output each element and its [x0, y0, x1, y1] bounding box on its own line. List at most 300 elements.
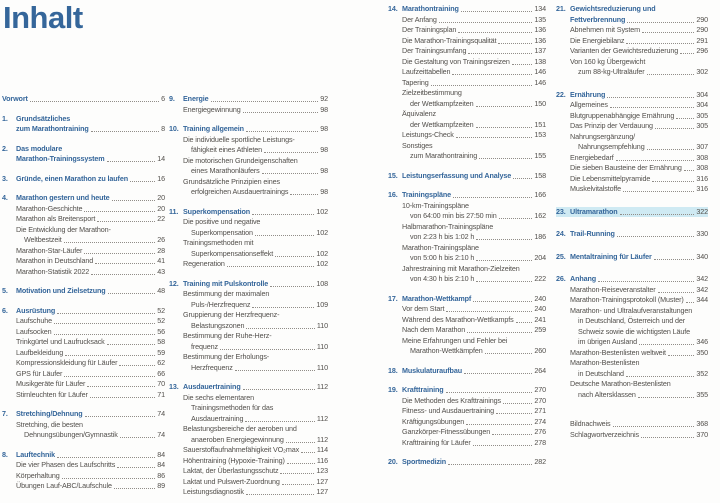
entry-lines: [402, 171, 546, 182]
entry-text: Grundsätzliche Prinzipien eines: [183, 176, 280, 186]
entry-line: [183, 456, 328, 467]
toc-entry[interactable]: [556, 36, 708, 47]
dot-leader: [461, 11, 533, 12]
toc-entry[interactable]: [556, 184, 708, 195]
toc-entry[interactable]: [2, 327, 165, 338]
page-title: Inhalt: [3, 0, 83, 35]
toc-entry[interactable]: [169, 156, 328, 177]
entry-lines: [2, 316, 165, 327]
entry-lines: [169, 177, 328, 198]
entry-text: Äquivalenz: [402, 109, 436, 118]
entry-text: Jahrestraining mit Marathon-Zielzeiten: [402, 263, 520, 273]
dot-leader: [252, 214, 314, 215]
dot-leader: [54, 323, 155, 324]
entry-lines: [388, 78, 546, 89]
toc-entry[interactable]: [2, 337, 165, 348]
entry-line: [16, 286, 165, 297]
toc-entry[interactable]: [388, 57, 546, 68]
entry-line: [402, 264, 546, 275]
toc-entry[interactable]: [2, 144, 165, 165]
entry-lines: [388, 15, 546, 26]
dot-leader: [468, 53, 532, 54]
entry-text: Schlagwortverzeichnis: [570, 429, 639, 439]
dot-leader: [492, 434, 532, 435]
toc-entry[interactable]: [169, 207, 328, 218]
toc-block: [169, 94, 328, 115]
entry-text: Motivation und Zielsetzung: [16, 286, 106, 295]
entry-line: [570, 25, 708, 36]
toc-entry[interactable]: [388, 396, 546, 407]
toc-entry[interactable]: [169, 352, 328, 373]
page-number: 112: [316, 382, 328, 391]
toc-entry[interactable]: [556, 111, 708, 122]
toc-entry[interactable]: [2, 316, 165, 327]
dot-leader: [473, 445, 533, 446]
toc-entry[interactable]: [169, 105, 328, 116]
dot-leader: [617, 236, 695, 237]
entry-text: Der Trainingsumfang: [402, 46, 467, 55]
toc-entry[interactable]: [2, 306, 165, 317]
page-number: 276: [534, 427, 546, 436]
toc-entry[interactable]: [388, 325, 546, 336]
dot-leader: [453, 197, 532, 198]
entry-line: [402, 304, 546, 315]
entry-lines: [556, 46, 708, 57]
entry-line: [16, 267, 165, 278]
entry-lines: [2, 337, 165, 348]
toc-entry[interactable]: [388, 304, 546, 315]
toc-entry[interactable]: [556, 379, 708, 400]
toc-entry[interactable]: [388, 406, 546, 417]
toc-entry[interactable]: [556, 121, 708, 132]
entry-text: Marathon-Trainingssystem: [16, 154, 105, 163]
entry-text: Während des Marathon-Wettkampfs: [402, 314, 514, 324]
toc-entry[interactable]: [2, 114, 165, 135]
page-number: 158: [534, 170, 546, 180]
toc-entry[interactable]: [388, 25, 546, 36]
toc-block: [2, 306, 165, 401]
page-number: 204: [534, 253, 546, 262]
toc-entry[interactable]: [169, 135, 328, 156]
toc-entry[interactable]: [2, 379, 165, 390]
entry-text: Das Prinzip der Verdauung: [570, 121, 653, 130]
toc-entry[interactable]: [2, 450, 165, 461]
page-number: 368: [696, 419, 708, 428]
page-number: 270: [534, 395, 546, 405]
entry-text: Halbmarathon-Trainingspläne: [402, 221, 494, 231]
entry-lines: [556, 111, 708, 122]
toc-block: [388, 294, 546, 357]
toc-column-2: [169, 94, 328, 503]
page-number: 282: [534, 457, 546, 466]
chapter-number: 7.: [2, 409, 8, 418]
entry-text: im übrigen Ausland: [578, 337, 637, 346]
page-number: 70: [157, 379, 165, 388]
entry-text: Das modulare: [16, 143, 63, 153]
toc-block: [169, 124, 328, 198]
toc-entry[interactable]: [556, 229, 708, 240]
toc-entry[interactable]: [169, 259, 328, 270]
entry-line: [16, 174, 165, 185]
entry-lines: [388, 438, 546, 449]
entry-line: [402, 78, 546, 89]
toc-block: [556, 90, 708, 195]
toc-entry[interactable]: [556, 207, 708, 218]
page-number: 134: [534, 4, 546, 13]
entry-lines: [169, 105, 328, 116]
toc-entry[interactable]: [2, 286, 165, 297]
toc-entry[interactable]: [169, 217, 328, 238]
entry-text: Trainingsmethoden mit: [183, 238, 254, 247]
entry-text: Die Lebensmittelpyramide: [570, 173, 651, 183]
toc-entry[interactable]: [2, 225, 165, 246]
entry-lines: [169, 477, 328, 488]
page-number: 136: [534, 35, 546, 45]
toc-entry[interactable]: [2, 256, 165, 267]
chapter-number: 10.: [169, 124, 179, 133]
dot-leader: [686, 302, 695, 303]
toc-entry[interactable]: [388, 36, 546, 47]
toc-entry[interactable]: [388, 78, 546, 89]
entry-lines: [570, 274, 708, 285]
page-number: 346: [696, 337, 708, 346]
toc-entry[interactable]: [556, 295, 708, 306]
dot-leader: [466, 424, 532, 425]
page-number: 102: [316, 206, 328, 216]
entry-text: Die Marathon-Trainingsqualität: [402, 35, 497, 45]
entry-line: [402, 88, 546, 99]
entry-line: [183, 342, 328, 353]
page-number: 344: [696, 295, 708, 304]
entry-text: Marathon-Reiseveranstalter: [570, 284, 656, 294]
dot-leader: [658, 292, 695, 293]
entry-text: Marathon-Star-Läufer: [16, 245, 83, 255]
entry-text: Die Gestaltung von Trainingsreizen: [402, 56, 510, 66]
entry-lines: [169, 259, 328, 270]
entry-lines: [16, 114, 165, 135]
toc-entry[interactable]: [2, 420, 165, 441]
toc-entry[interactable]: [388, 385, 546, 396]
dot-leader: [607, 97, 694, 98]
entry-lines: [388, 57, 546, 68]
entry-line: [402, 57, 546, 68]
entry-text: Ultramarathon: [570, 206, 618, 216]
entry-lines: [388, 417, 546, 428]
dot-leader: [280, 473, 314, 474]
toc-entry[interactable]: [2, 174, 165, 185]
toc-entry[interactable]: [2, 193, 165, 204]
toc-entry[interactable]: [556, 100, 708, 111]
entry-text: Fitness- und Ausdauertraining: [402, 406, 495, 415]
toc-entry[interactable]: [388, 201, 546, 222]
entry-lines: [16, 193, 165, 204]
toc-entry[interactable]: [2, 460, 165, 471]
dot-leader: [57, 457, 155, 458]
toc-entry[interactable]: [2, 409, 165, 420]
entry-text: Gruppierung der Herzfrequenz-: [183, 310, 280, 319]
entry-lines: [388, 141, 546, 162]
toc-entry[interactable]: [388, 4, 546, 15]
toc-entry[interactable]: [169, 279, 328, 290]
page-number: 296: [696, 46, 708, 55]
entry-lines: [2, 390, 165, 401]
toc-entry[interactable]: [2, 481, 165, 492]
entry-lines: [2, 358, 165, 369]
chapter-number: 16.: [388, 190, 398, 199]
entry-text: Marathon-Trainingsprotokoll (Muster): [570, 295, 684, 304]
entry-line: [16, 144, 165, 155]
toc-entry[interactable]: [388, 264, 546, 285]
toc-entry[interactable]: [556, 358, 708, 379]
entry-line: [402, 243, 546, 254]
toc-entry[interactable]: [556, 306, 708, 348]
entry-line: [183, 487, 328, 498]
entry-line: [183, 187, 328, 198]
toc-entry[interactable]: [556, 132, 708, 153]
entry-line: [402, 232, 546, 243]
entry-text: Trinkgürtel und Laufrucksack: [16, 337, 105, 346]
dot-leader: [654, 259, 695, 260]
dot-leader: [642, 32, 694, 33]
entry-lines: [402, 4, 546, 15]
entry-line: [183, 300, 328, 311]
entry-line: [570, 430, 708, 441]
entry-text: Energie: [183, 94, 209, 103]
entry-text: Die Energiebilanz: [570, 35, 625, 45]
entry-text: Marathon- und Ultralaufveranstaltungen: [570, 305, 693, 315]
page-number: 127: [316, 476, 328, 486]
entry-text: Marathon-Statistik 2022: [16, 266, 90, 276]
entry-lines: [2, 420, 165, 441]
toc-entry[interactable]: [388, 190, 546, 201]
entry-text: Tapering: [402, 77, 429, 87]
toc-entry[interactable]: [169, 289, 328, 310]
toc-entry[interactable]: [388, 457, 546, 468]
toc-entry[interactable]: [388, 141, 546, 162]
dot-leader: [626, 376, 694, 377]
toc-entry[interactable]: [388, 417, 546, 428]
entry-line: [402, 325, 546, 336]
entry-text: Von 160 kg Übergewicht: [570, 56, 646, 66]
entry-line: [570, 295, 708, 306]
toc-entry[interactable]: [169, 424, 328, 445]
entry-text: Laufzeittabellen: [402, 67, 451, 76]
toc-entry[interactable]: [169, 456, 328, 467]
entry-line: [183, 352, 328, 363]
toc-entry[interactable]: [388, 88, 546, 109]
page-number: 14: [157, 154, 165, 163]
entry-line: [16, 225, 165, 236]
dot-leader: [638, 397, 695, 398]
toc-entry[interactable]: [556, 4, 708, 25]
entry-lines: [16, 144, 165, 165]
entry-text: zum Marathontraining: [410, 151, 478, 160]
page-number: 48: [157, 286, 165, 295]
toc-entry[interactable]: [2, 471, 165, 482]
toc-entry[interactable]: [169, 331, 328, 352]
entry-text: Marathon als Breitensport: [16, 214, 96, 223]
toc-entry[interactable]: [169, 393, 328, 425]
toc-entry[interactable]: [169, 238, 328, 259]
toc-entry[interactable]: [388, 67, 546, 78]
entry-line: [570, 46, 708, 57]
entry-line: [16, 193, 165, 204]
toc-entry[interactable]: [388, 294, 546, 305]
dot-leader: [282, 484, 315, 485]
dot-leader: [246, 494, 315, 495]
toc-entry[interactable]: [556, 348, 708, 359]
toc-entry[interactable]: [556, 153, 708, 164]
entry-line: [183, 145, 328, 156]
toc-entry[interactable]: [388, 427, 546, 438]
toc-entry[interactable]: [169, 310, 328, 331]
entry-line: [16, 450, 165, 461]
toc-entry[interactable]: [169, 466, 328, 477]
entry-text: Stirnleuchten für Läufer: [16, 389, 88, 399]
page-number: 74: [157, 409, 165, 418]
toc-entry[interactable]: [388, 243, 546, 264]
toc-entry[interactable]: [388, 366, 546, 377]
toc-entry[interactable]: [556, 419, 708, 430]
entry-line: [402, 294, 546, 305]
page-number: 110: [316, 362, 328, 372]
dot-leader: [647, 149, 695, 150]
toc-entry[interactable]: [169, 94, 328, 105]
toc-entry[interactable]: [388, 222, 546, 243]
page-number: 307: [696, 142, 708, 151]
toc-entry[interactable]: [169, 445, 328, 456]
page-number: 150: [534, 98, 546, 108]
dot-leader: [458, 32, 532, 33]
entry-line: [402, 385, 546, 396]
entry-lines: [556, 100, 708, 111]
entry-text: Grundsätzliches: [16, 113, 71, 123]
page-number: 322: [696, 206, 708, 216]
chapter-number: 17.: [388, 293, 398, 303]
toc-block: [556, 229, 708, 240]
entry-line: [183, 249, 328, 260]
toc-entry[interactable]: [2, 214, 165, 225]
toc-entry[interactable]: [556, 274, 708, 285]
toc-entry[interactable]: [2, 369, 165, 380]
toc-entry[interactable]: [169, 382, 328, 393]
entry-lines: [556, 153, 708, 164]
toc-block: [2, 144, 165, 165]
entry-text: Abnehmen mit System: [570, 25, 641, 34]
entry-lines: [402, 457, 546, 468]
page-number: 259: [534, 325, 546, 334]
page-number: 116: [316, 455, 328, 465]
entry-text: Die Entwicklung der Marathon-: [16, 224, 111, 234]
entry-line: [16, 348, 165, 359]
page-number: 102: [316, 259, 328, 268]
entry-lines: [16, 409, 165, 420]
entry-lines: [183, 124, 328, 135]
toc-entry[interactable]: [388, 130, 546, 141]
entry-text: Superkompensation: [191, 227, 253, 237]
entry-line: [16, 369, 165, 380]
toc-entry[interactable]: [2, 246, 165, 257]
dot-leader: [516, 322, 533, 323]
toc-entry[interactable]: [556, 252, 708, 263]
entry-lines: [169, 289, 328, 310]
entry-lines: [2, 327, 165, 338]
toc-column-3: [388, 4, 546, 477]
page-number: 98: [320, 187, 328, 196]
toc-entry[interactable]: [556, 25, 708, 36]
toc-entry[interactable]: [169, 477, 328, 488]
entry-text: Sonstiges: [402, 140, 433, 150]
entry-line: [402, 222, 546, 233]
dot-leader: [496, 413, 532, 414]
toc-entry[interactable]: [556, 430, 708, 441]
dot-leader: [85, 416, 156, 417]
entry-text: Training allgemein: [183, 124, 244, 133]
toc-entry[interactable]: [556, 57, 708, 78]
entry-line: [402, 46, 546, 57]
page-number: 98: [320, 166, 328, 175]
toc-entry[interactable]: [169, 177, 328, 198]
toc-entry[interactable]: [556, 174, 708, 185]
toc-entry[interactable]: [2, 348, 165, 359]
page-number: 84: [157, 449, 165, 459]
toc-entry[interactable]: [169, 124, 328, 135]
toc-entry[interactable]: [2, 358, 165, 369]
entry-line: [402, 201, 546, 212]
entry-text: Trainingsmethoden für das: [191, 403, 274, 412]
entry-line: [183, 135, 328, 146]
dot-leader: [87, 386, 155, 387]
toc-entry[interactable]: [388, 15, 546, 26]
toc-entry[interactable]: [2, 267, 165, 278]
toc-entry[interactable]: [2, 204, 165, 215]
toc-entry[interactable]: [388, 315, 546, 326]
entry-text: Puls-/Herzfrequenz: [191, 299, 251, 309]
toc-entry[interactable]: [556, 90, 708, 101]
page-number: 355: [696, 389, 708, 399]
toc-entry[interactable]: [388, 171, 546, 182]
toc-entry[interactable]: [388, 109, 546, 130]
toc-entry[interactable]: [388, 438, 546, 449]
entry-text: Lauftechnik: [16, 449, 56, 459]
dot-leader: [108, 293, 156, 294]
entry-line: [570, 36, 708, 47]
entry-text: Marathon-Wettkämpfen: [410, 346, 483, 355]
entry-text: Training mit Pulskontrolle: [183, 278, 269, 288]
entry-line: [183, 331, 328, 342]
entry-line: [570, 348, 708, 359]
toc-entry[interactable]: [2, 94, 165, 105]
entry-text: von 5:00 h bis 2:10 h: [410, 253, 475, 262]
toc-entry[interactable]: [169, 487, 328, 498]
page-number: 342: [696, 274, 708, 283]
page-number: 316: [696, 184, 708, 193]
entry-line: [570, 153, 708, 164]
entry-text: Sportmedizin: [402, 457, 447, 466]
toc-entry[interactable]: [556, 46, 708, 57]
toc-entry[interactable]: [556, 285, 708, 296]
toc-entry[interactable]: [2, 390, 165, 401]
dot-leader: [91, 131, 159, 132]
entry-text: Ausdauertraining: [191, 413, 244, 423]
toc-entry[interactable]: [556, 163, 708, 174]
toc-entry[interactable]: [388, 336, 546, 357]
entry-lines: [402, 366, 546, 377]
toc-entry[interactable]: [388, 46, 546, 57]
page-number: 291: [696, 35, 708, 45]
entry-text: Höhentraining (Hypoxie-Training): [183, 455, 285, 465]
entry-text: Energiebedarf: [570, 152, 614, 162]
